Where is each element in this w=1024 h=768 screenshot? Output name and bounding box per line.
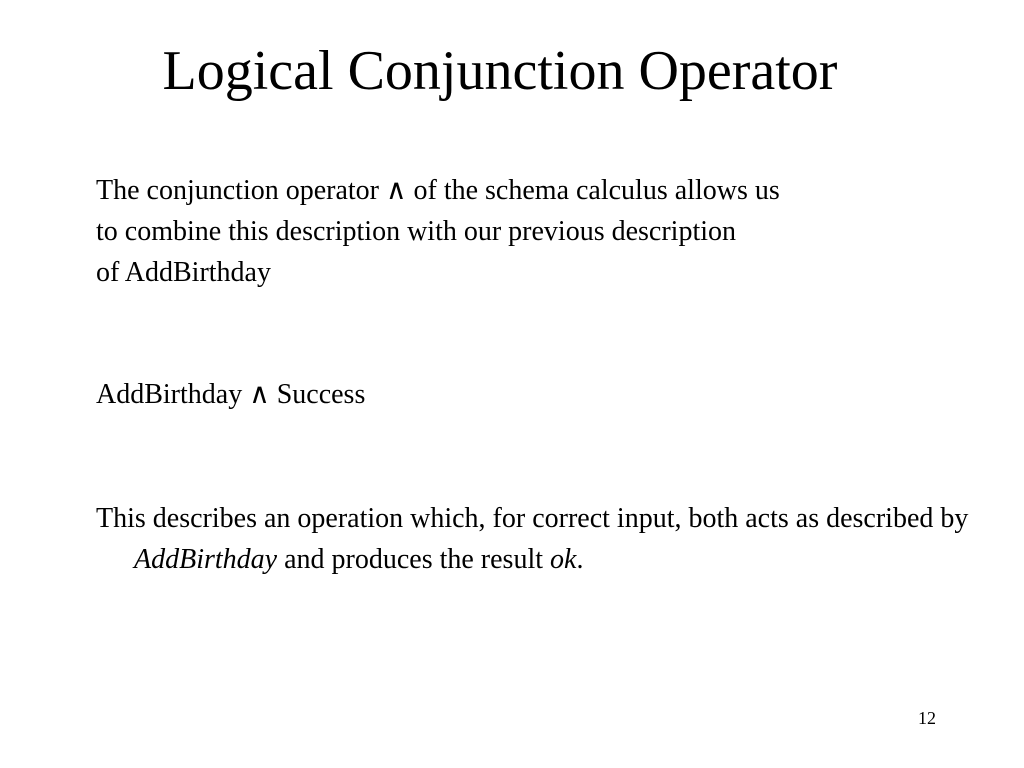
paragraph-operation-description [96, 498, 994, 580]
paragraph-line: of AddBirthday [96, 257, 271, 288]
paragraph-text-end: . [576, 544, 584, 575]
paragraph-conjunction-description [96, 170, 994, 293]
emphasis-addbirthday: AddBirthday [134, 544, 278, 575]
page-number: 12 [918, 708, 936, 728]
slide-title: Logical Conjunction Operator [162, 40, 838, 102]
paragraph-text-middle: and produces the result [277, 544, 551, 575]
emphasis-ok: ok [550, 544, 577, 575]
paragraph-line: The conjunction operator ∧ of the schema calculus allows us [96, 175, 780, 206]
schema-expression: AddBirthday ∧ Success [96, 379, 366, 410]
paragraph-line: to combine this description with our previous description [96, 216, 737, 247]
paragraph-text-start: This describes an operation which, for correct input, both acts as described by [96, 503, 969, 534]
